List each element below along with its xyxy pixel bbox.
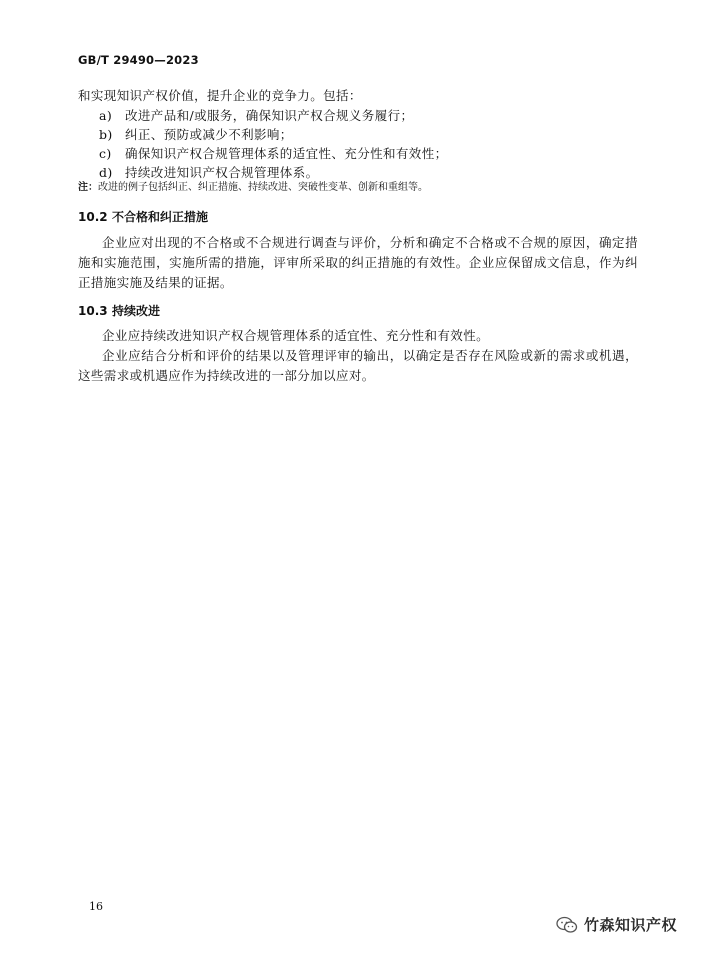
list-item-text: 改进产品和/或服务，确保知识产权合规义务履行； (125, 108, 414, 123)
list-item (99, 126, 293, 143)
section-title: 持续改进 (112, 304, 161, 318)
note (78, 181, 428, 195)
section-number: 10.2 (78, 210, 108, 224)
list-marker: a) (99, 108, 113, 123)
list-item-text: 纠正、预防或减少不利影响； (125, 127, 293, 142)
list-item (99, 107, 413, 124)
section-10-3-paragraph-2: 企业应结合分析和评价的结果以及管理评审的输出，以确定是否存在风险或新的需求或机遇，这些需求或机遇应作为持续改进的一部分加以应对。 (78, 348, 638, 383)
list-item (99, 145, 448, 162)
list-item-text: 确保知识产权合规管理体系的适宜性、充分性和有效性； (125, 146, 448, 161)
list-item (99, 164, 319, 181)
list-marker: b) (99, 127, 113, 142)
watermark-text: 竹森知识产权 (584, 916, 678, 934)
watermark (556, 914, 677, 935)
page-number: 16 (89, 900, 103, 913)
intro-line: 和实现知识产权价值，提升企业的竞争力。包括： (78, 88, 362, 103)
note-label: 注： (78, 182, 98, 193)
section-10-3-paragraph-1: 企业应持续改进知识产权合规管理体系的适宜性、充分性和有效性。 (102, 328, 490, 343)
section-10-2-paragraph: 企业应对出现的不合格或不合规进行调查与评价，分析和确定不合格或不合规的原因，确定措施和实施范围，实施所需的措施，评审所采取的纠正措施的有效性。企业应保留成文信息，作为纠正措施实施及结果的证据。 (78, 235, 638, 290)
note-text: 改进的例子包括纠正、纠正措施、持续改进、突破性变革、创新和重组等。 (98, 182, 428, 193)
standard-code: GB/T 29490—2023 (78, 53, 199, 67)
list-marker: c) (99, 146, 112, 161)
list-marker: d) (99, 165, 113, 180)
section-number: 10.3 (78, 304, 108, 318)
list-item-text: 持续改进知识产权合规管理体系。 (125, 165, 319, 180)
wechat-icon (556, 916, 578, 934)
section-heading-10-3 (78, 302, 160, 319)
section-heading-10-2 (78, 208, 208, 225)
section-title: 不合格和纠正措施 (112, 210, 209, 224)
